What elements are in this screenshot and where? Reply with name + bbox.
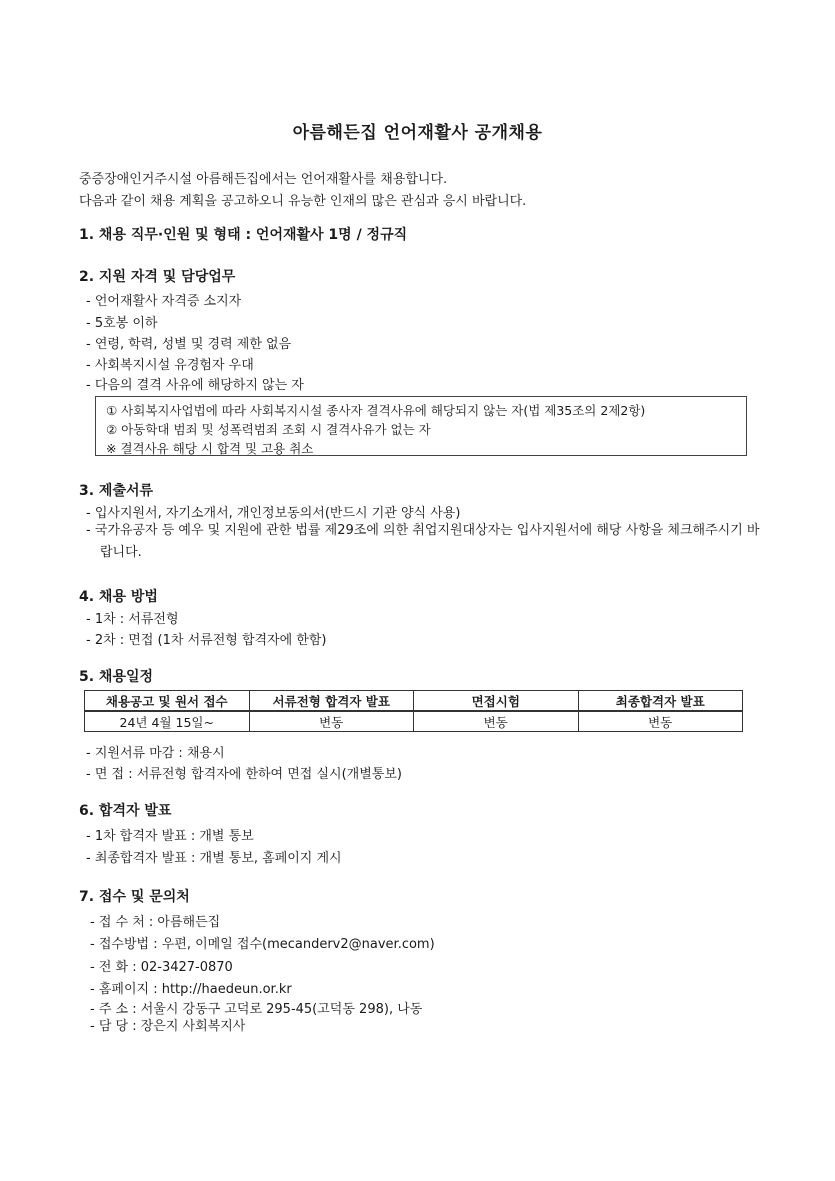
intro-line-2: 다음과 같이 채용 계획을 공고하오니 유능한 인재의 많은 관심과 응시 바랍니다.: [79, 194, 527, 209]
page-title: 아름해든집 언어재활사 공개채용: [292, 123, 543, 143]
table-header-cell: 서류전형 합격자 발표: [249, 691, 414, 712]
section-6-heading: 6. 합격자 발표: [79, 803, 172, 819]
list-item: - 2차 : 면접 (1차 서류전형 합격자에 한함): [86, 633, 327, 648]
contact-item: - 담 당 : 장은지 사회복지사: [90, 1019, 246, 1034]
table-header-cell: 채용공고 및 원서 접수: [85, 691, 250, 712]
list-item: - 입사지원서, 자기소개서, 개인정보동의서(반드시 기관 양식 사용): [86, 506, 461, 521]
contact-item: - 접수방법 : 우편, 이메일 접수(mecanderv2@naver.com): [90, 937, 435, 952]
section-4-heading: 4. 채용 방법: [79, 589, 158, 605]
box-line-2: ② 아동학대 범죄 및 성폭력범죄 조회 시 결격사유가 없는 자: [106, 422, 431, 437]
section-5-heading: 5. 채용일정: [79, 669, 154, 685]
list-item: - 사회복지시설 유경험자 우대: [86, 358, 254, 373]
disqualification-box: [95, 396, 747, 456]
list-item: - 최종합격자 발표 : 개별 통보, 홈페이지 게시: [86, 851, 342, 866]
table-header-cell: 면접시험: [414, 691, 579, 712]
intro-line-1: 중증장애인거주시설 아름해든집에서는 언어재활사를 채용합니다.: [79, 172, 448, 187]
contact-item: - 전 화 : 02-3427-0870: [90, 960, 233, 975]
list-item: - 다음의 결격 사유에 해당하지 않는 자: [86, 378, 304, 393]
contact-item: - 접 수 처 : 아름해든집: [90, 915, 221, 930]
box-line-3: ※ 결격사유 해당 시 합격 및 고용 취소: [106, 441, 314, 456]
section-2-heading: 2. 지원 자격 및 담당업무: [79, 269, 236, 285]
table-header-cell: 최종합격자 발표: [578, 691, 743, 712]
table-cell: 변동: [414, 711, 579, 732]
schedule-note: - 지원서류 마감 : 채용시: [86, 746, 225, 761]
table-cell: 변동: [578, 711, 743, 732]
table-header-row: [85, 691, 743, 712]
contact-item: - 주 소 : 서울시 강동구 고덕로 295-45(고덕동 298), 나동: [90, 1002, 423, 1017]
table-cell: 24년 4월 15일~: [85, 711, 250, 732]
table-cell: 변동: [249, 711, 414, 732]
list-item: - 언어재활사 자격증 소지자: [86, 294, 242, 309]
section-1-heading: 1. 채용 직무·인원 및 형태 : 언어재활사 1명 / 정규직: [79, 227, 408, 243]
section-7-heading: 7. 접수 및 문의처: [79, 889, 190, 905]
list-item: - 1차 합격자 발표 : 개별 통보: [86, 829, 254, 844]
section-3-heading: 3. 제출서류: [79, 483, 154, 499]
box-line-1: ① 사회복지사업법에 따라 사회복지시설 종사자 결격사유에 해당되지 않는 자(법 제35조의 2제2항): [106, 403, 646, 418]
table-row: [85, 711, 743, 732]
list-item: - 국가유공자 등 예우 및 지원에 관한 법률 제29조에 의한 취업지원대상자는 입사지원서에 해당 사항을 체크해주시기 바랍니다.: [86, 523, 760, 560]
contact-item: - 홈페이지 : http://haedeun.or.kr: [90, 982, 292, 997]
schedule-table: [84, 690, 743, 732]
list-item: - 5호봉 이하: [86, 316, 158, 331]
list-item: - 연령, 학력, 성별 및 경력 제한 없음: [86, 337, 292, 352]
list-item: - 1차 : 서류전형: [86, 612, 179, 627]
schedule-note: - 면 접 : 서류전형 합격자에 한하여 면접 실시(개별통보): [86, 767, 402, 782]
